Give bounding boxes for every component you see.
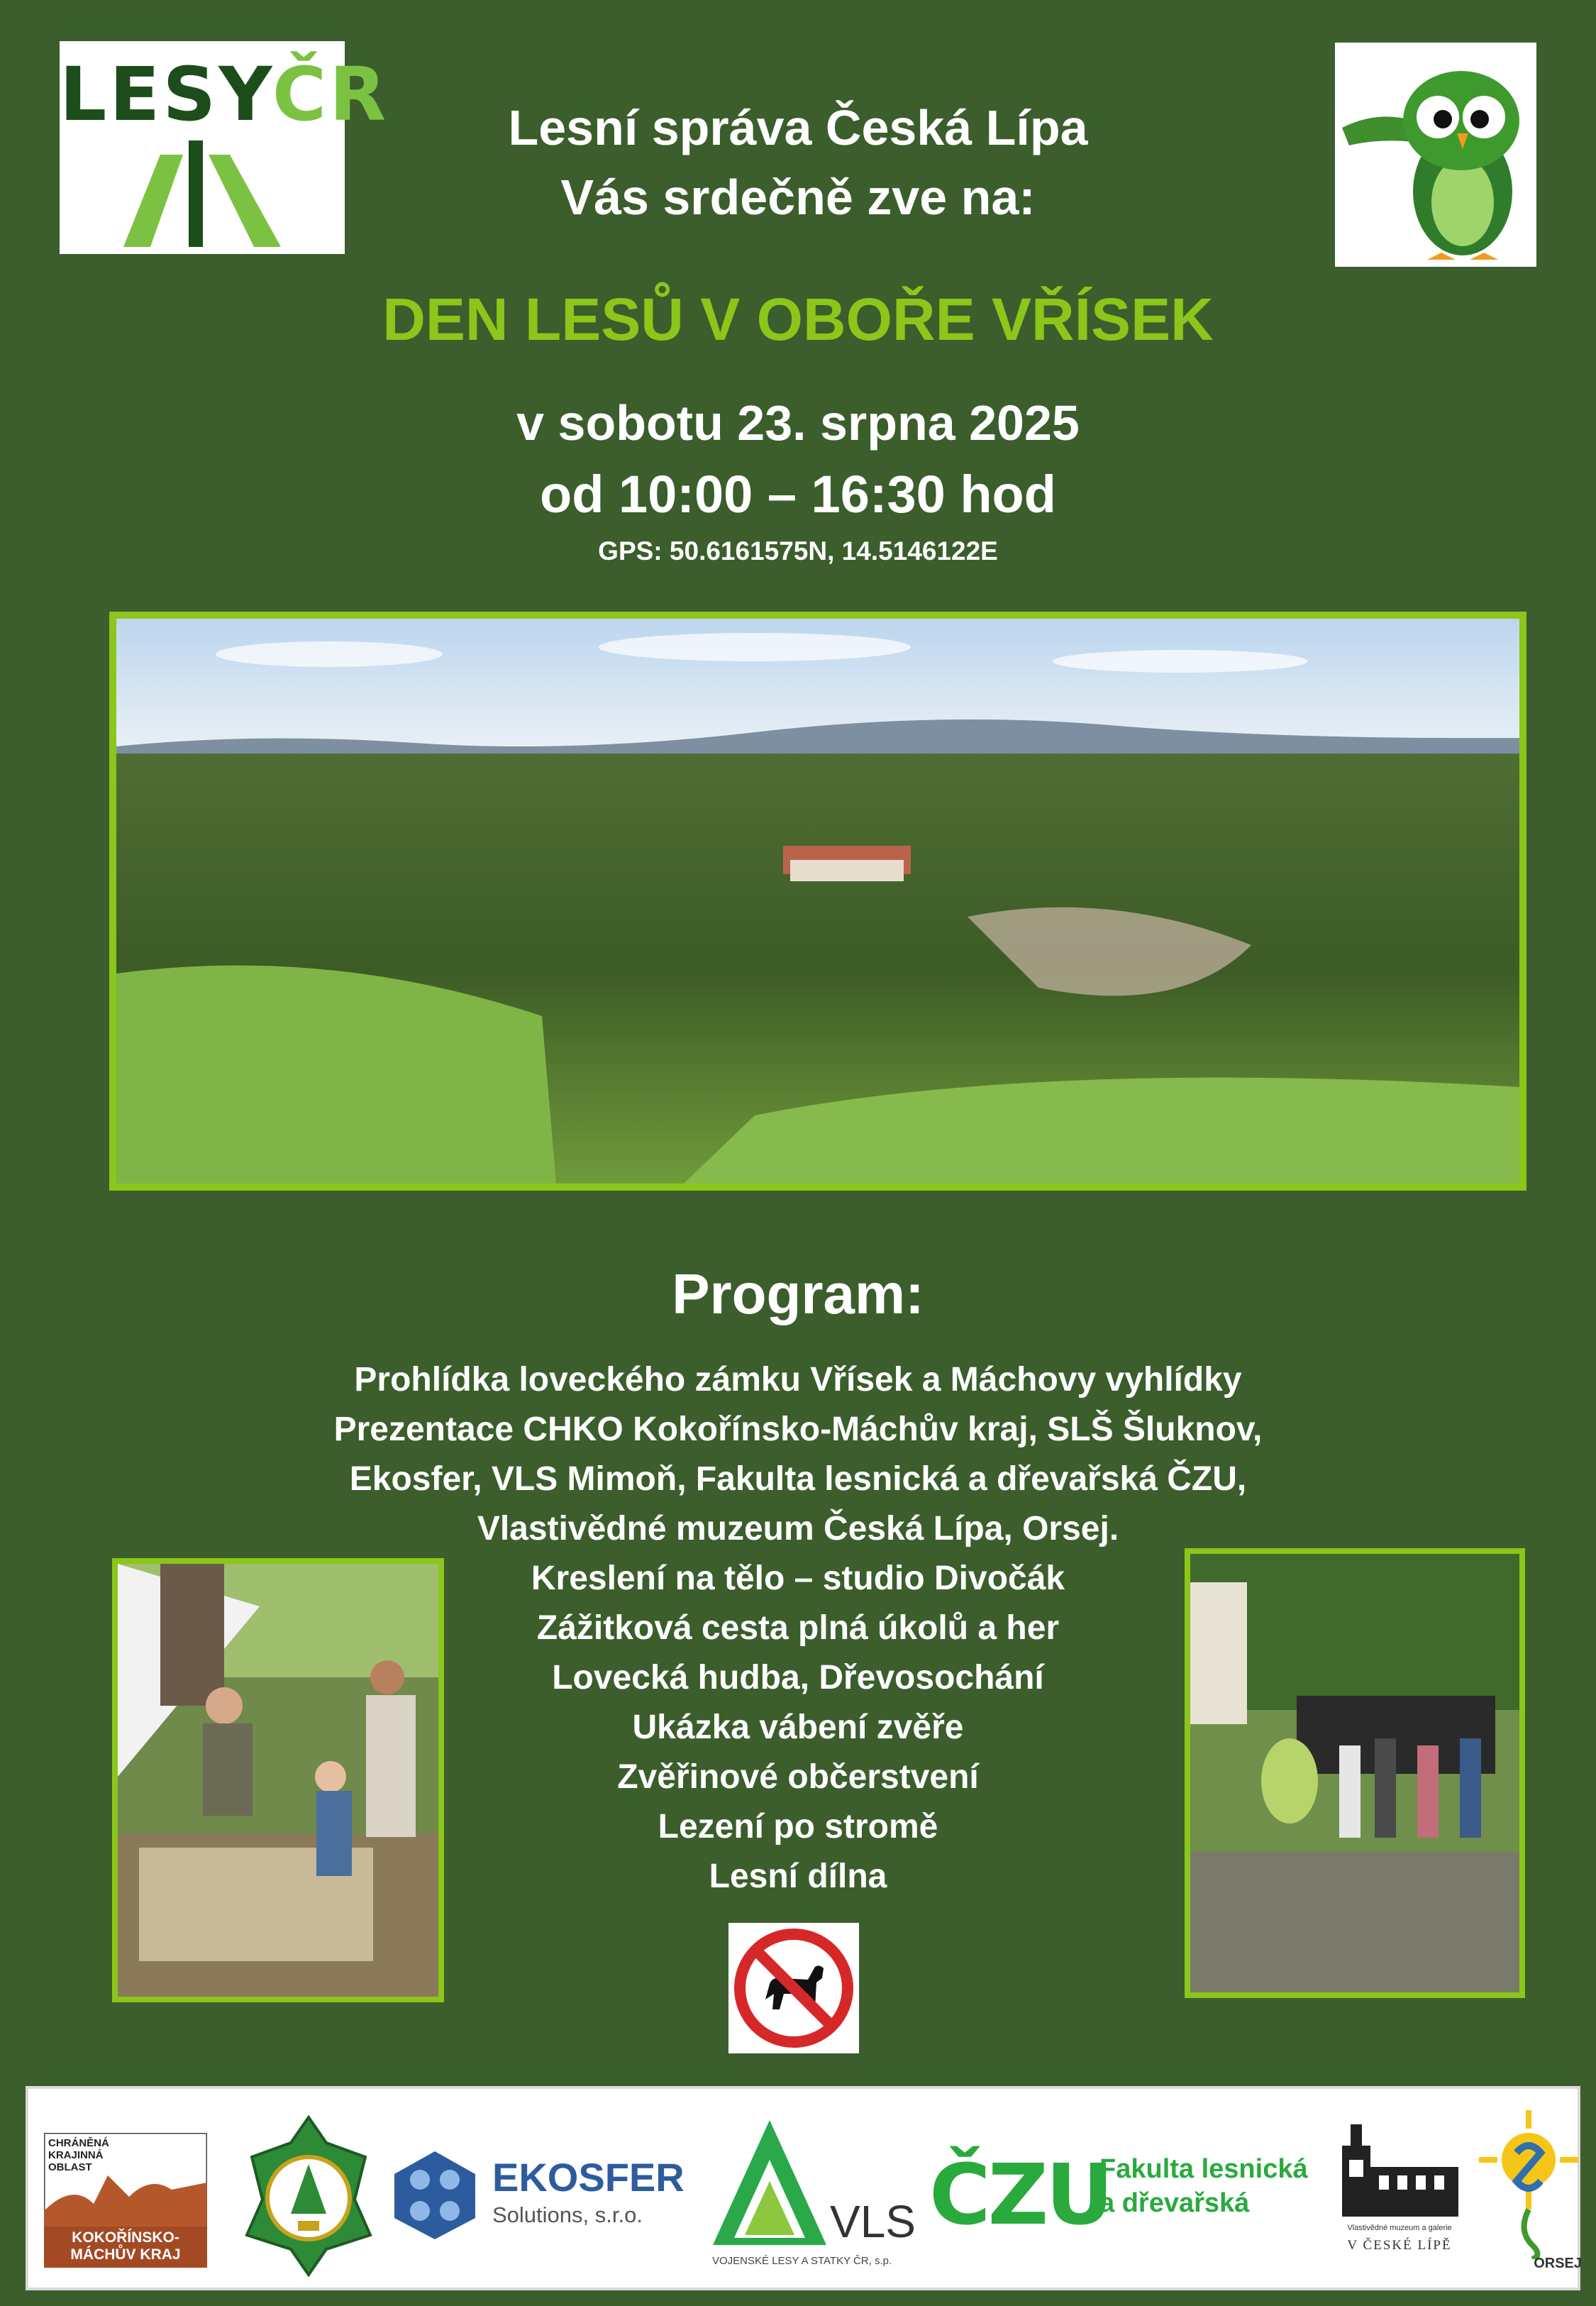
event-time: od 10:00 – 16:30 hod — [540, 465, 1056, 524]
program-item: Prohlídka loveckého zámku Vřísek a Máchovy vyhlídky — [354, 1361, 1242, 1399]
orsej-logo — [1475, 2103, 1582, 2288]
intro-line-1: Lesní správa Česká Lípa — [508, 100, 1088, 155]
czu-mark: ČZU — [929, 2146, 1111, 2244]
forest-trail-photo — [1185, 1548, 1525, 1998]
program-item: Vlastivědné muzeum Česká Lípa, Orsej. — [477, 1510, 1119, 1548]
gps-coordinates: GPS: 50.6161575N, 14.5146122E — [598, 536, 998, 566]
program-item: Ukázka vábení zvěře — [632, 1709, 964, 1746]
program-item: Lovecká hudba, Dřevosochání — [552, 1659, 1044, 1697]
partner-logos-bar — [26, 2086, 1580, 2290]
museum-line1: Vlastivědné muzeum a galerie — [1347, 2224, 1452, 2232]
chko-kokorinsko-logo — [44, 2133, 207, 2268]
vls-subtitle: VOJENSKÉ LESY A STATKY ČR, s.p. — [712, 2255, 892, 2267]
sls-sluknov-logo — [241, 2114, 376, 2278]
program-item: Prezentace CHKO Kokořínsko-Máchův kraj, SLŠ Šluknov, — [333, 1411, 1263, 1448]
lesy-wordmark-accent: ČR — [272, 51, 389, 138]
program-item: Kreslení na tělo – studio Divočák — [531, 1560, 1065, 1597]
ekosfer-logo — [389, 2146, 694, 2245]
museum-ceska-lipa-logo — [1332, 2117, 1467, 2273]
museum-line2: V ČESKÉ LÍPĚ — [1347, 2238, 1452, 2253]
czu-faculty-line1: Fakulta lesnická — [1099, 2154, 1308, 2184]
kokorin-top-text: CHRÁNĚNÁ KRAJINNÁ OBLAST — [48, 2137, 109, 2173]
program-item: Zvěřinové občerstvení — [617, 1758, 979, 1796]
event-title: DEN LESŮ V OBOŘE VŘÍSEK — [382, 286, 1214, 353]
vls-logo — [709, 2117, 922, 2280]
kokorin-name — [44, 2229, 207, 2263]
lesy-wordmark-main: LESY — [60, 51, 272, 138]
program-item: Lesní dílna — [709, 1858, 887, 1895]
ekosfer-name: EKOSFER — [492, 2155, 685, 2200]
program-item: Zážitková cesta plná úkolů a her — [536, 1609, 1060, 1647]
program-item: Ekosfer, VLS Mimoň, Fakulta lesnická a dřevařská ČZU, — [349, 1460, 1247, 1498]
intro-line-2: Vás srdečně zve na: — [560, 170, 1036, 225]
no-dogs-icon — [728, 1923, 859, 2053]
czu-faculty-line2: a dřevařská — [1099, 2188, 1250, 2218]
czu-faculty-logo — [929, 2146, 1312, 2244]
program-item: Lezení po stromě — [658, 1808, 938, 1846]
kokorin-name-line2: MÁCHŮV KRAJ — [70, 2246, 181, 2263]
vls-name: VLS — [830, 2196, 916, 2247]
ekosfer-subtitle: Solutions, s.r.o. — [492, 2202, 643, 2227]
workshop-photo — [112, 1558, 444, 2002]
orsej-name: ORSEJ — [1534, 2256, 1582, 2271]
event-date: v sobotu 23. srpna 2025 — [516, 395, 1080, 451]
program-heading: Program: — [672, 1262, 924, 1325]
panorama-photo — [109, 612, 1526, 1191]
kokorin-name-line1: KOKOŘÍNSKO- — [72, 2229, 179, 2246]
